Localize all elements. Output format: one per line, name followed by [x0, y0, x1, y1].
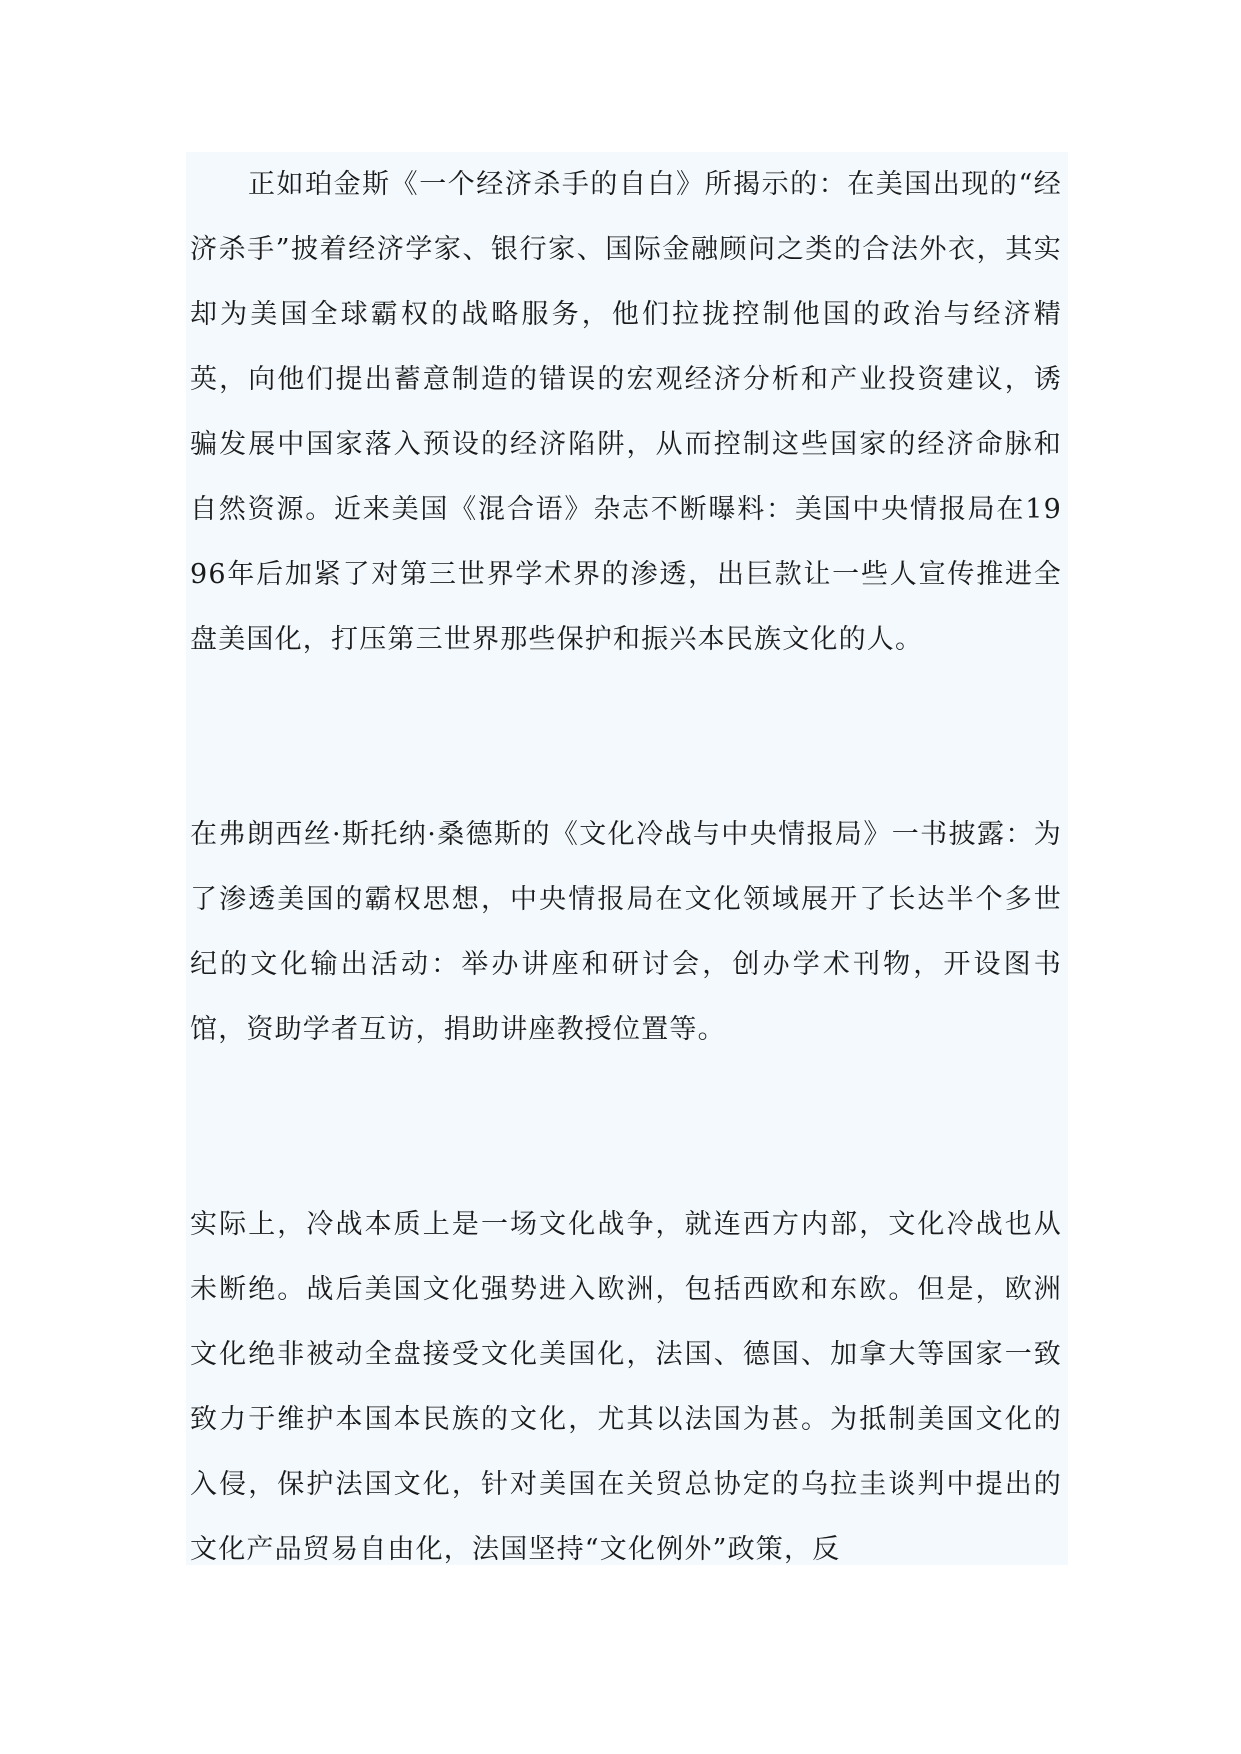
- paragraph-3: 实际上，冷战本质上是一场文化战争，就连西方内部，文化冷战也从未断绝。战后美国文化强势进入欧洲，包括西欧和东欧。但是，欧洲文化绝非被动全盘接受文化美国化，法国、德国、加拿大等国家一致致力于维护本国本民族的文化，尤其以法国为甚。为抵制美国文化的入侵，保护法国文化，针对美国在关贸总协定的乌拉圭谈判中提出的文化产品贸易自由化，法国坚持“文化例外”政策，反: [190, 1209, 1062, 1565]
- paragraph-2: 在弗朗西丝·斯托纳·桑德斯的《文化冷战与中央情报局》一书披露：为了渗透美国的霸权思想，中央情报局在文化领域展开了长达半个多世纪的文化输出活动：举办讲座和研讨会，创办学术刊物，开设图书馆，资助学者互访，捐助讲座教授位置等。: [190, 819, 1062, 1045]
- text-block: [186, 152, 1068, 1565]
- paragraph-spacer: [190, 1062, 1062, 1192]
- paragraph-spacer: [190, 672, 1062, 802]
- paragraph-1: 正如珀金斯《一个经济杀手的自白》所揭示的：在美国出现的“经济杀手”披着经济学家、银行家、国际金融顾问之类的合法外衣，其实却为美国全球霸权的战略服务，他们拉拢控制他国的政治与经济精英，向他们提出蓄意制造的错误的宏观经济分析和产业投资建议，诱骗发展中国家落入预设的经济陷阱，从而控制这些国家的经济命脉和自然资源。近来美国《混合语》杂志不断曝料：美国中央情报局在1996年后加紧了对第三世界学术界的渗透，出巨款让一些人宣传推进全盘美国化，打压第三世界那些保护和振兴本民族文化的人。: [190, 169, 1062, 655]
